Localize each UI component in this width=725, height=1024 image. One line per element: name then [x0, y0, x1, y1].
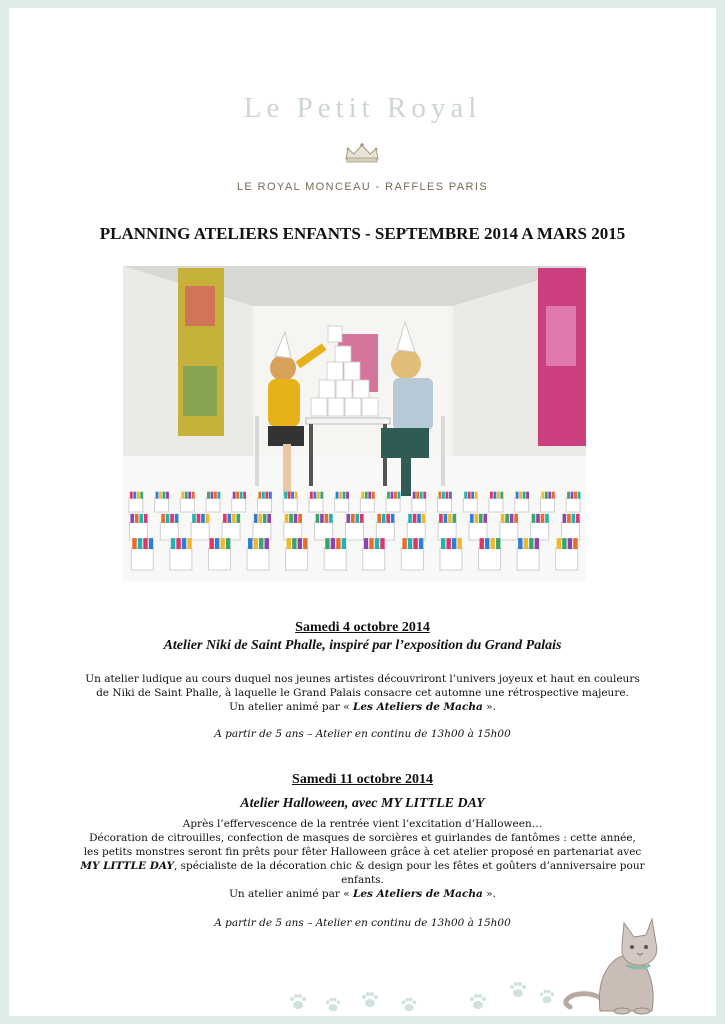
marker-pen: [139, 514, 143, 523]
marker-pen: [336, 492, 339, 499]
marker-cup: [131, 548, 153, 570]
marker-pen: [493, 492, 496, 499]
marker-pen: [211, 492, 214, 499]
marker-pen: [137, 492, 140, 499]
marker-pen: [552, 492, 555, 499]
event-description-line: de Niki de Saint Phalle, à laquelle le Grand Palais consacre cet automne une rétrospective majeure.: [96, 687, 629, 699]
marker-pen: [159, 492, 162, 499]
marker-pen: [206, 514, 210, 523]
marker-pen: [573, 538, 577, 549]
marker-pen: [295, 492, 298, 499]
marker-pen: [442, 492, 445, 499]
marker-cup: [222, 522, 240, 540]
marker-pen: [457, 538, 461, 549]
marker-pen: [138, 538, 142, 549]
marker-cup: [463, 498, 477, 512]
marker-pen: [298, 538, 302, 549]
marker-pen: [188, 492, 191, 499]
marker-pen: [325, 514, 329, 523]
marker-pen: [514, 514, 518, 523]
marker-pen: [365, 492, 368, 499]
marker-pen: [232, 514, 236, 523]
marker-cup: [180, 498, 194, 512]
marker-pen: [181, 492, 184, 499]
marker-pen: [452, 538, 456, 549]
marker-pen: [149, 538, 153, 549]
event-description-line: Un atelier ludique au cours duquel nos jeunes artistes découvriront l’univers joyeux et haut en couleurs: [85, 673, 640, 685]
marker-pen: [364, 538, 368, 549]
marker-pen: [496, 538, 500, 549]
marker-cup: [208, 548, 230, 570]
marker-cup: [540, 498, 554, 512]
marker-pen: [416, 492, 419, 499]
marker-pen: [336, 538, 340, 549]
marker-pen: [197, 514, 201, 523]
marker-pen: [568, 538, 572, 549]
marker-pen: [254, 514, 258, 523]
marker-pen: [483, 514, 487, 523]
marker-pen: [207, 492, 210, 499]
marker-pen: [413, 492, 416, 499]
marker-pen: [360, 514, 364, 523]
marker-pen: [288, 492, 291, 499]
marker-pen: [479, 514, 483, 523]
marker-cup: [315, 522, 333, 540]
marker-cup: [335, 498, 349, 512]
marker-cup: [562, 522, 580, 540]
marker-pen: [220, 538, 224, 549]
marker-pen: [317, 492, 320, 499]
marker-pen: [140, 492, 143, 499]
marker-cup: [324, 548, 346, 570]
marker-pen: [342, 538, 346, 549]
page-title: PLANNING ATELIERS ENFANTS - SEPTEMBRE 2014 A MARS 2015: [99, 224, 626, 243]
marker-pen: [361, 492, 364, 499]
marker-cup: [438, 498, 452, 512]
marker-pen: [535, 538, 539, 549]
marker-pen: [510, 514, 514, 523]
marker-pen: [347, 514, 351, 523]
marker-pen: [475, 492, 478, 499]
event-info: A partir de 5 ans – Atelier en continu de 13h00 à 15h00: [214, 917, 511, 929]
marker-pen: [439, 514, 443, 523]
marker-cup: [401, 548, 423, 570]
marker-pen: [413, 538, 417, 549]
marker-pen: [292, 538, 296, 549]
marker-pen: [500, 492, 503, 499]
marker-pen: [356, 514, 360, 523]
marker-pen: [339, 492, 342, 499]
marker-pen: [171, 538, 175, 549]
marker-pen: [313, 492, 316, 499]
marker-cup: [129, 498, 143, 512]
marker-cup: [170, 548, 192, 570]
marker-pen: [572, 514, 576, 523]
event-2: [60, 772, 665, 929]
event-description-line: Après l’effervescence de la rentrée vient l’excitation d’Halloween…: [182, 818, 543, 830]
marker-pen: [548, 492, 551, 499]
paw-print-icon: [508, 980, 528, 1000]
marker-pen: [236, 492, 239, 499]
marker-pen: [346, 492, 349, 499]
event-animator-line: Un atelier animé par « Les Ateliers de Macha ».: [229, 701, 496, 713]
marker-pen: [218, 492, 221, 499]
logo-subtitle: LE ROYAL MONCEAU - RAFFLES PARIS: [236, 181, 489, 193]
marker-pen: [423, 492, 426, 499]
marker-cup: [386, 498, 400, 512]
marker-cup: [531, 522, 549, 540]
marker-pen: [464, 492, 467, 499]
marker-pen: [209, 538, 213, 549]
marker-pen: [269, 492, 272, 499]
marker-pen: [144, 514, 148, 523]
marker-pen: [387, 492, 390, 499]
marker-pen: [258, 492, 261, 499]
marker-pen: [524, 538, 528, 549]
marker-pen: [516, 492, 519, 499]
marker-pen: [471, 492, 474, 499]
marker-pen: [243, 492, 246, 499]
marker-pen: [303, 538, 307, 549]
event-info: A partir de 5 ans – Atelier en continu de 13h00 à 15h00: [214, 728, 511, 740]
marker-cup: [309, 498, 323, 512]
marker-pen: [192, 492, 195, 499]
marker-cup: [284, 522, 302, 540]
marker-pen: [574, 492, 577, 499]
marker-pen: [490, 492, 493, 499]
marker-pen: [446, 492, 449, 499]
marker-pen: [329, 514, 333, 523]
marker-pen: [156, 492, 159, 499]
marker-pen: [132, 538, 136, 549]
marker-pen: [170, 514, 174, 523]
marker-pen: [394, 492, 397, 499]
marker-pen: [519, 492, 522, 499]
marker-pen: [166, 492, 169, 499]
marker-pen: [377, 514, 381, 523]
marker-pen: [386, 514, 390, 523]
marker-pen: [480, 538, 484, 549]
marker-cup: [489, 498, 503, 512]
crown-icon: [343, 141, 381, 163]
marker-pen: [175, 514, 179, 523]
marker-pen: [439, 492, 442, 499]
marker-pen: [267, 514, 271, 523]
marker-cup: [556, 548, 578, 570]
marker-pen: [408, 514, 412, 523]
marker-pen: [369, 538, 373, 549]
marker-pen: [545, 492, 548, 499]
marker-pen: [259, 538, 263, 549]
marker-pen: [578, 492, 581, 499]
marker-pen: [518, 538, 522, 549]
cat-illustration-icon: [560, 915, 670, 1015]
marker-pen: [258, 514, 262, 523]
marker-cup: [407, 522, 425, 540]
marker-pen: [289, 514, 293, 523]
marker-pen: [567, 492, 570, 499]
marker-cup: [438, 522, 456, 540]
marker-pen: [449, 492, 452, 499]
event-title: Atelier Halloween, avec MY LITTLE DAY: [240, 796, 485, 811]
marker-pen: [233, 492, 236, 499]
marker-cup: [412, 498, 426, 512]
marker-cup: [286, 548, 308, 570]
marker-pen: [351, 514, 355, 523]
marker-cup: [257, 498, 271, 512]
marker-pen: [413, 514, 417, 523]
marker-pen: [291, 492, 294, 499]
marker-pen: [557, 538, 561, 549]
marker-cup: [206, 498, 220, 512]
marker-cup: [129, 522, 147, 540]
event-1: [60, 620, 665, 740]
marker-cup: [363, 548, 385, 570]
marker-pen: [185, 492, 188, 499]
marker-pen: [417, 514, 421, 523]
marker-cup: [155, 498, 169, 512]
marker-pen: [166, 514, 170, 523]
marker-pen: [576, 514, 580, 523]
marker-pen: [254, 538, 258, 549]
event-animator-line: Un atelier animé par « Les Ateliers de Macha ».: [229, 888, 496, 900]
paw-print-icon: [468, 992, 488, 1012]
marker-pen: [420, 492, 423, 499]
marker-pen: [453, 514, 457, 523]
marker-cup: [376, 522, 394, 540]
event-description-line: MY LITTLE DAY, spécialiste de la décoration chic & design pour les fêtes et goûters d’anniversaire pour enfants.: [80, 860, 645, 886]
marker-pen: [228, 514, 232, 523]
marker-pen: [468, 492, 471, 499]
marker-cup: [191, 522, 209, 540]
marker-pen: [523, 492, 526, 499]
marker-pen: [294, 514, 298, 523]
marker-pen: [343, 492, 346, 499]
marker-pen: [192, 514, 196, 523]
marker-pen: [237, 514, 241, 523]
marker-cup: [440, 548, 462, 570]
marker-cup: [283, 498, 297, 512]
marker-pen: [485, 538, 489, 549]
event-title: Atelier Niki de Saint Phalle, inspiré par l’exposition du Grand Palais: [163, 638, 562, 653]
marker-pen: [320, 514, 324, 523]
marker-pen: [448, 514, 452, 523]
marker-pen: [391, 492, 394, 499]
marker-pen: [491, 538, 495, 549]
marker-pen: [526, 492, 529, 499]
marker-pen: [240, 492, 243, 499]
marker-cup: [360, 498, 374, 512]
marker-pen: [161, 514, 165, 523]
marker-cup: [566, 498, 580, 512]
marker-pen: [310, 492, 313, 499]
marker-pen: [470, 514, 474, 523]
marker-pen: [541, 514, 545, 523]
marker-pen: [265, 492, 268, 499]
paw-print-icon: [288, 992, 308, 1012]
marker-pen: [287, 538, 291, 549]
marker-pen: [380, 538, 384, 549]
marker-pen: [441, 538, 445, 549]
marker-pen: [532, 514, 536, 523]
marker-pen: [331, 538, 335, 549]
marker-pen: [419, 538, 423, 549]
workshop-photo: [123, 266, 586, 581]
logo-title: Le Petit Royal: [243, 92, 482, 124]
marker-pen: [375, 538, 379, 549]
marker-pen: [474, 514, 478, 523]
marker-pen: [143, 538, 147, 549]
marker-pen: [285, 514, 289, 523]
marker-pen: [402, 538, 406, 549]
marker-cup: [253, 522, 271, 540]
paw-print-icon: [538, 988, 556, 1006]
marker-pen: [187, 538, 191, 549]
marker-pen: [545, 514, 549, 523]
marker-pen: [133, 492, 136, 499]
marker-pen: [265, 538, 269, 549]
marker-pen: [223, 514, 227, 523]
marker-cup: [160, 522, 178, 540]
marker-pen: [563, 514, 567, 523]
marker-cup: [517, 548, 539, 570]
marker-pen: [501, 514, 505, 523]
marker-pen: [263, 514, 267, 523]
marker-pen: [316, 514, 320, 523]
event-description-line: Décoration de citrouilles, confection de masques de sorcières et guirlandes de fantômes : cette année,: [89, 832, 636, 844]
marker-pen: [201, 514, 205, 523]
marker-pen: [382, 514, 386, 523]
marker-cup: [232, 498, 246, 512]
marker-pen: [298, 514, 302, 523]
marker-pen: [536, 514, 540, 523]
marker-pen: [130, 514, 134, 523]
marker-pen: [567, 514, 571, 523]
marker-pen: [391, 514, 395, 523]
marker-cup: [469, 522, 487, 540]
paw-print-icon: [324, 996, 342, 1014]
marker-pen: [163, 492, 166, 499]
marker-pen: [248, 538, 252, 549]
marker-pen: [176, 538, 180, 549]
marker-pen: [368, 492, 371, 499]
marker-pen: [372, 492, 375, 499]
marker-cup: [515, 498, 529, 512]
marker-pen: [529, 538, 533, 549]
marker-pen: [398, 492, 401, 499]
event-date: Samedi 4 octobre 2014: [295, 620, 430, 635]
marker-pen: [214, 492, 217, 499]
paw-print-icon: [360, 990, 380, 1010]
marker-pen: [497, 492, 500, 499]
paw-print-icon: [400, 996, 418, 1014]
event-description-line: les petits monstres seront fin prêts pour fêter Halloween grâce à cet atelier proposé en partenariat avec: [83, 846, 642, 858]
marker-cup: [479, 548, 501, 570]
marker-pen: [562, 538, 566, 549]
marker-pen: [444, 514, 448, 523]
marker-pen: [320, 492, 323, 499]
marker-pen: [505, 514, 509, 523]
marker-cup: [247, 548, 269, 570]
marker-pen: [571, 492, 574, 499]
marker-cup: [346, 522, 364, 540]
marker-pen: [135, 514, 139, 523]
marker-pen: [284, 492, 287, 499]
marker-pen: [422, 514, 426, 523]
marker-pen: [541, 492, 544, 499]
marker-pen: [215, 538, 219, 549]
marker-pen: [262, 492, 265, 499]
marker-pen: [325, 538, 329, 549]
marker-cup: [500, 522, 518, 540]
marker-pen: [130, 492, 133, 499]
marker-pen: [226, 538, 230, 549]
marker-pen: [408, 538, 412, 549]
event-date: Samedi 11 octobre 2014: [292, 772, 433, 787]
marker-pen: [446, 538, 450, 549]
marker-pen: [182, 538, 186, 549]
